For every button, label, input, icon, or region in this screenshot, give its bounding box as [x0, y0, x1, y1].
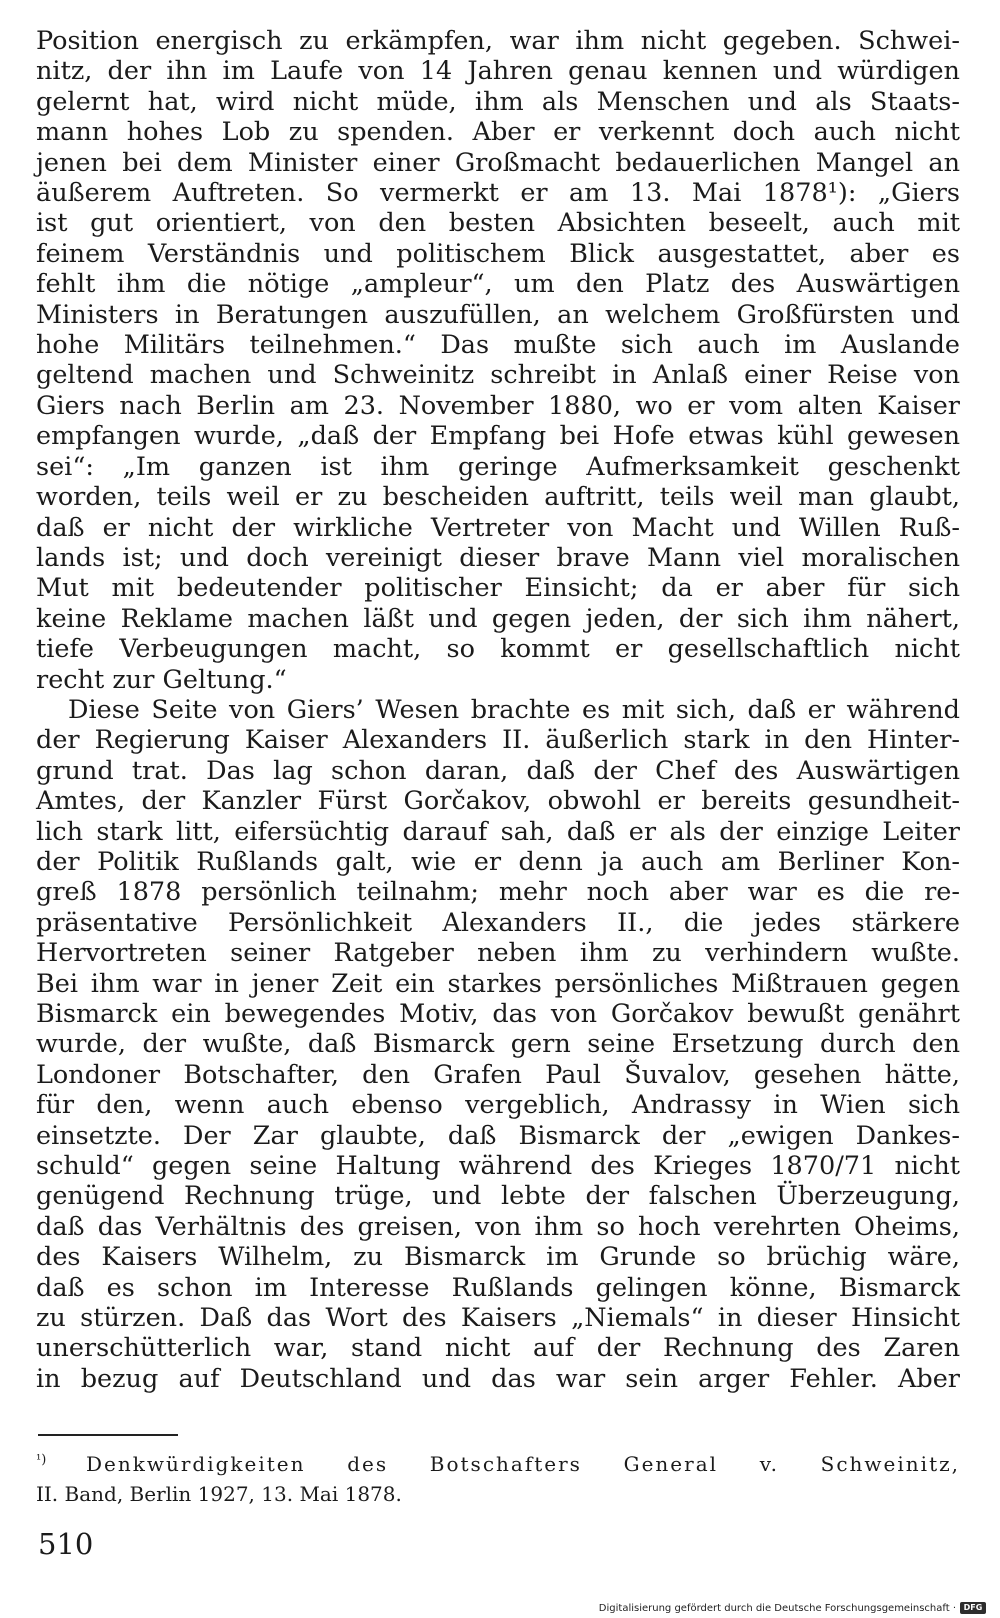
body-line: des Kaisers Wilhelm, zu Bismarck im Grunde so brüchig wäre,: [36, 1242, 960, 1273]
body-line: worden, teils weil er zu bescheiden auftritt, teils weil man glaubt,: [36, 482, 960, 513]
body-line: Ministers in Beratungen auszufüllen, an welchem Großfürsten und: [36, 299, 960, 330]
body-line: Amtes, der Kanzler Fürst Gorčakov, obwohl er bereits gesundheit-: [36, 786, 960, 817]
body-line: Mut mit bedeutender politischer Einsicht; da er aber für sich: [36, 573, 960, 604]
body-line: tiefe Verbeugungen macht, so kommt er gesellschaftlich nicht: [36, 634, 960, 665]
body-line: daß es schon im Interesse Rußlands gelingen könne, Bismarck: [36, 1272, 960, 1303]
dfg-logo: DFG: [960, 1602, 986, 1614]
body-line: gelernt hat, wird nicht müde, ihm als Menschen und als Staats-: [36, 86, 960, 117]
body-line: mann hohes Lob zu spenden. Aber er verkennt doch auch nicht: [36, 117, 960, 148]
body-line: feinem Verständnis und politischem Blick ausgestattet, aber es: [36, 238, 960, 269]
body-line: Londoner Botschafter, den Grafen Paul Šuvalov, gesehen hätte,: [36, 1059, 960, 1090]
body-line: daß er nicht der wirkliche Vertreter von Macht und Willen Ruß-: [36, 512, 960, 543]
body-line: keine Reklame machen läßt und gegen jeden, der sich ihm nähert,: [36, 603, 960, 634]
body-line: in bezug auf Deutschland und das war sein arger Fehler. Aber: [36, 1363, 960, 1394]
footnote-line-2: II. Band, Berlin 1927, 13. Mai 1878.: [36, 1482, 402, 1506]
body-line: hohe Militärs teilnehmen.“ Das mußte sich auch im Auslande: [36, 330, 960, 361]
body-line: Hervortreten seiner Ratgeber neben ihm zu verhindern wußte.: [36, 938, 960, 969]
body-line: Giers nach Berlin am 23. November 1880, wo er vom alten Kaiser: [36, 390, 960, 421]
body-line: daß das Verhältnis des greisen, von ihm so hoch verehrten Oheims,: [36, 1211, 960, 1242]
footnote-line-1: [36, 1449, 960, 1479]
body-line: präsentative Persönlichkeit Alexanders II., die jedes stärkere: [36, 907, 960, 938]
body-text: [36, 26, 960, 1394]
body-line: der Regierung Kaiser Alexanders II. äußerlich stark in den Hinter-: [36, 725, 960, 756]
digitization-credit: Digitalisierung gefördert durch die Deutsche Forschungsgemeinschaft ·: [598, 1603, 956, 1614]
body-line: zu stürzen. Daß das Wort des Kaisers „Niemals“ in dieser Hinsicht: [36, 1303, 960, 1334]
body-line: wurde, der wußte, daß Bismarck gern seine Ersetzung durch den: [36, 1029, 960, 1060]
body-line: recht zur Geltung.“: [36, 664, 287, 695]
body-line: jenen bei dem Minister einer Großmacht bedauerlichen Mangel an: [36, 147, 960, 178]
body-line: Bei ihm war in jener Zeit ein starkes persönliches Mißtrauen gegen: [36, 968, 960, 999]
body-line: ist gut orientiert, von den besten Absichten beseelt, auch mit: [36, 208, 960, 239]
body-line: greß 1878 persönlich teilnahm; mehr noch aber war es die re-: [36, 877, 960, 908]
body-line: grund trat. Das lag schon daran, daß der Chef des Auswärtigen: [36, 755, 960, 786]
body-line: für den, wenn auch ebenso vergeblich, Andrassy in Wien sich: [36, 1090, 960, 1121]
page-number: 510: [38, 1527, 94, 1561]
body-line: Position energisch zu erkämpfen, war ihm nicht gegeben. Schwei-: [36, 26, 960, 56]
body-line: der Politik Rußlands galt, wie er denn ja auch am Berliner Kon-: [36, 846, 960, 877]
body-line: schuld“ gegen seine Haltung während des Krieges 1870/71 nicht: [36, 1151, 960, 1182]
body-line: lich stark litt, eifersüchtig darauf sah, daß er als der einzige Leiter: [36, 816, 960, 847]
body-line: fehlt ihm die nötige „ampleur“, um den Platz des Auswärtigen: [36, 269, 960, 300]
body-line: einsetzte. Der Zar glaubte, daß Bismarck der „ewigen Dankes-: [36, 1120, 960, 1151]
body-line: äußerem Auftreten. So vermerkt er am 13. Mai 1878¹): „Giers: [36, 178, 960, 209]
body-line: empfangen wurde, „daß der Empfang bei Hofe etwas kühl gewesen: [36, 421, 960, 452]
body-line: Bismarck ein bewegendes Motiv, das von Gorčakov bewußt genährt: [36, 999, 960, 1029]
body-line: lands ist; und doch vereinigt dieser brave Mann viel moralischen: [36, 542, 960, 573]
body-line: genügend Rechnung trüge, und lebte der falschen Überzeugung,: [36, 1181, 960, 1212]
footnote-text-1: Denkwürdigkeiten des Botschafters General v. Schweinitz,: [85, 1452, 960, 1476]
footnote: [36, 1449, 960, 1509]
footnote-rule: [38, 1434, 178, 1436]
body-line: unerschütterlich war, stand nicht auf der Rechnung des Zaren: [36, 1333, 960, 1364]
body-line: geltend machen und Schweinitz schreibt in Anlaß einer Reise von: [36, 360, 960, 391]
body-line: nitz, der ihn im Laufe von 14 Jahren genau kennen und würdigen: [36, 56, 960, 87]
footnote-marker: ¹): [36, 1452, 47, 1468]
body-line: sei“: „Im ganzen ist ihm geringe Aufmerksamkeit geschenkt: [36, 451, 960, 482]
body-line: Diese Seite von Giers’ Wesen brachte es mit sich, daß er während: [68, 694, 960, 725]
